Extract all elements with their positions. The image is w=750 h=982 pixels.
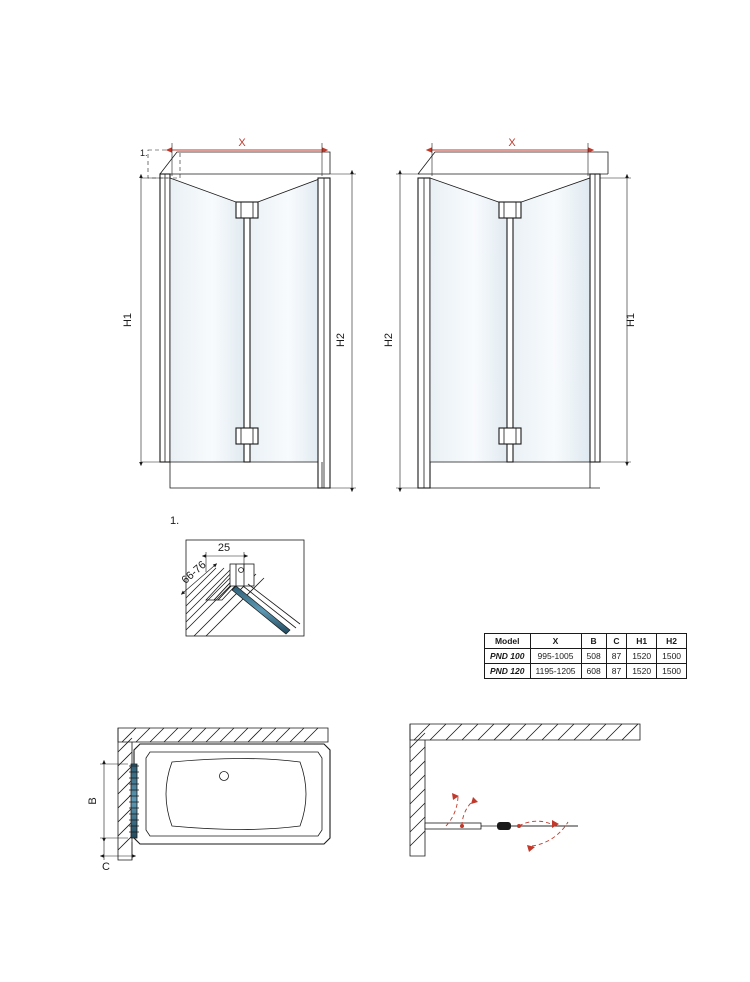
dim-x-left: X (238, 137, 246, 149)
door-swing-plan-group (410, 724, 640, 856)
dim-h1-left: H1 (122, 312, 134, 328)
table-header-c: C (606, 634, 626, 649)
row-c-pnd120: 87 (606, 664, 626, 679)
row-h1-pnd100: 1520 (627, 649, 657, 664)
detail-title: 1. (170, 515, 180, 527)
dim-x-right: X (508, 137, 516, 149)
left-elevation-group (122, 137, 356, 488)
table-row (485, 649, 687, 664)
detail-ref-left: 1. (140, 148, 148, 158)
dim-b: B (87, 797, 99, 805)
table-header-row (485, 634, 687, 649)
table-header-b: B (581, 634, 606, 649)
row-b-pnd100: 508 (581, 649, 606, 664)
table-header-h2: H2 (657, 634, 687, 649)
row-h2-pnd100: 1500 (657, 649, 687, 664)
dim-h1-right: H1 (625, 312, 637, 328)
dim-c: C (102, 861, 110, 873)
bathtub-plan-group (87, 728, 330, 873)
table-row (485, 664, 687, 679)
table-header-x: X (530, 634, 581, 649)
row-x-pnd100: 995-1005 (530, 649, 581, 664)
row-h2-pnd120: 1500 (657, 664, 687, 679)
row-model-pnd100: PND 100 (485, 649, 531, 664)
row-b-pnd120: 608 (581, 664, 606, 679)
dim-66-76: 66-76 (179, 558, 209, 587)
model-dimensions-table (484, 633, 687, 679)
row-c-pnd100: 87 (606, 649, 626, 664)
row-x-pnd120: 1195-1205 (530, 664, 581, 679)
table-header-model: Model (485, 634, 531, 649)
dim-25: 25 (217, 542, 231, 554)
dim-h2-right: H2 (383, 332, 395, 348)
dim-h2-left: H2 (335, 332, 347, 348)
right-elevation-group (383, 137, 637, 488)
row-model-pnd120: PND 120 (485, 664, 531, 679)
table-header-h1: H1 (627, 634, 657, 649)
row-h1-pnd120: 1520 (627, 664, 657, 679)
profile-detail-group (170, 515, 304, 636)
